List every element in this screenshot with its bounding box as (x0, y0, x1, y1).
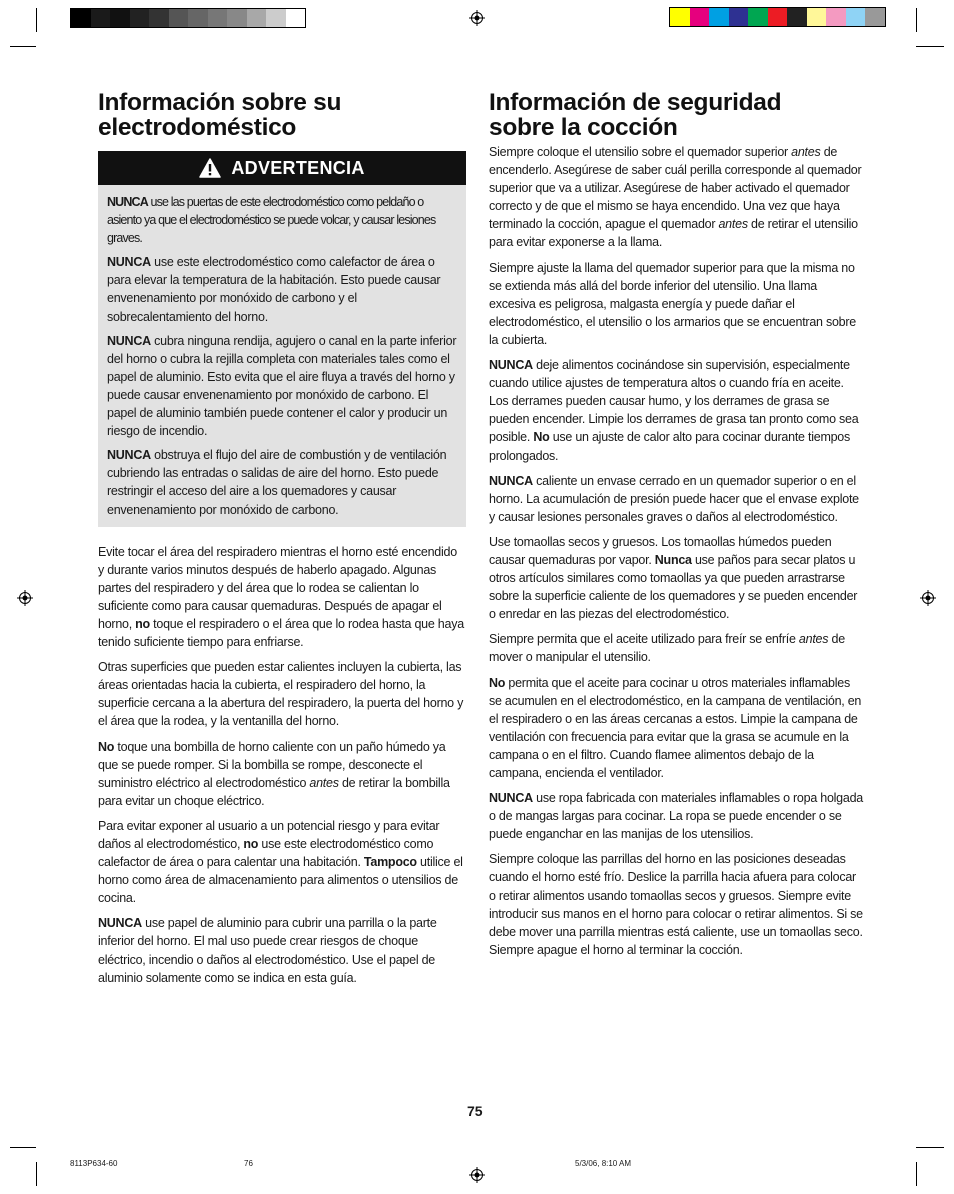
bold-run: no (135, 616, 150, 631)
text-run: de retirar el utensilio para evitar exponerse a la llama. (489, 217, 858, 250)
text-run: deje alimentos cocinándose sin supervisión, especialmente cuando utilice ajustes de temperatura altos o cuando fría en aceite. Los derrames pueden causar humo, y los derrames de grasa se pueden encender. Limpie los derrames de grasa tan pronto como sea posible. (489, 358, 859, 445)
section-title-appliance-info (98, 90, 466, 140)
warning-item (107, 446, 458, 518)
text-run: de encenderlo. Asegúrese de saber cuál perilla corresponde al quemador superior que va a utilizar. Asegúrese de haber activado el quemador correcto y de que el mismo se haya encendido. Una vez que haya terminado la cocción, apague el quemador (489, 145, 862, 232)
appliance-info-body (98, 543, 466, 987)
warning-lead: NUNCA (107, 255, 151, 270)
color-swatch (91, 9, 111, 27)
slug-sheet-number: 76 (244, 1159, 253, 1168)
color-swatch (169, 9, 189, 27)
warning-box (98, 151, 466, 527)
warning-label: ADVERTENCIA (231, 157, 365, 178)
text-run: use papel de aluminio para cubrir una parrilla o la parte inferior del horno. El mal uso puede crear riesgos de choque eléctrico, incendio o daños al electrodoméstico. Use el papel de aluminio solamente como se indica en esta guía. (98, 916, 437, 985)
warning-header (98, 151, 466, 185)
registration-mark-icon (920, 590, 936, 606)
bold-run: NUNCA (98, 916, 142, 931)
color-swatch (826, 8, 846, 26)
text-run: de retirar la bombilla para evitar un choque eléctrico. (98, 775, 450, 808)
cooking-safety-column (489, 90, 863, 966)
warning-text: obstruya el flujo del aire de combustión y de ventilación cubriendo las entradas o salidas de aire del horno. Esto puede restringir el acceso del aire a los quemadores y causar envenenamiento por monóxido de carbono. (107, 448, 447, 517)
color-swatch (670, 8, 690, 26)
title-line: sobre la cocción (489, 114, 678, 141)
color-swatch (807, 8, 827, 26)
italic-run: antes (791, 145, 821, 159)
text-run: Siempre coloque el utensilio sobre el quemador superior (489, 145, 792, 159)
text-run: de mover o manipular el utensilio. (489, 632, 845, 665)
paragraph (489, 674, 863, 783)
color-swatch (787, 8, 807, 26)
color-swatch (729, 8, 749, 26)
color-swatch (709, 8, 729, 26)
grayscale-color-bar (70, 8, 306, 28)
paragraph: Siempre ajuste la llama del quemador superior para que la misma no se extienda más allá del borde inferior del utensilio. Una llama excesiva es peligrosa, malgasta energía y puede dañar el electrodoméstico, el utensilio o los armarios que se encuentran sobre la cubierta. (489, 260, 856, 347)
color-swatch (748, 8, 768, 26)
italic-run: antes (718, 217, 748, 232)
bold-run: Nunca (654, 552, 692, 567)
color-swatch (130, 9, 150, 27)
title-line: electrodoméstico (98, 114, 297, 141)
paragraph (489, 533, 863, 623)
registration-mark-icon (469, 1167, 485, 1183)
warning-text: cubra ninguna rendija, agujero o canal en la parte inferior del horno o cubra la rejilla completa con materiales tales como el papel de aluminio. Esto evita que el aire fluya a través del horno y puede causar envenenamiento por monóxido de carbono. El papel de aluminio también puede contener el calor y producir un riesgo de incendio. (107, 333, 457, 439)
color-swatch (188, 9, 208, 27)
warning-item (107, 253, 458, 325)
bold-run: NUNCA (489, 358, 533, 373)
paragraph: Siempre coloque las parrillas del horno en las posiciones deseadas cuando el horno esté frío. Deslice la parrilla hacia afuera para colocar o retirar alimentos usando tomaollas secos y gruesos. Siempre evite introducir sus manos en el horno para colocar o retirar alimentos. Si se debe mover una parrilla mientras está caliente, use un tomaollas seco. Siempre apague el horno al terminar la cocción. (489, 852, 863, 957)
appliance-info-column (98, 90, 466, 994)
text-run: use este electrodoméstico como calefactor de área o para calentar una habitación. (98, 837, 434, 870)
text-run: Siempre permita que el aceite utilizado para freír se enfríe (489, 632, 799, 647)
color-swatch (71, 9, 91, 27)
color-swatch (266, 9, 286, 27)
color-swatch (110, 9, 130, 27)
warning-item (107, 193, 458, 247)
text-run: toque el respiradero o el área que lo rodea hasta que haya tenido suficiente tiempo para enfriarse. (98, 616, 464, 650)
warning-triangle-icon (199, 158, 221, 178)
text-run: caliente un envase cerrado en un quemador superior o en el horno. La acumulación de presión puede hacer que el envase explote y causar lesiones personales graves o daños al electrodoméstico. (489, 473, 859, 524)
paragraph (489, 472, 863, 526)
paragraph (489, 630, 863, 666)
bold-run: NUNCA (489, 791, 533, 806)
color-swatch (768, 8, 788, 26)
color-swatch (247, 9, 267, 27)
bold-run: No (533, 430, 550, 445)
bold-run: Tampoco (363, 855, 417, 870)
warning-lead: NUNCA (107, 333, 151, 348)
bold-run: No (98, 739, 115, 754)
title-line: Información de seguridad (489, 89, 782, 116)
process-color-bar (669, 7, 886, 27)
slug-job-number: 8113P634-60 (70, 1159, 118, 1168)
bold-run: No (489, 675, 506, 690)
italic-run: antes (798, 632, 829, 647)
text-run: use un ajuste de calor alto para cocinar durante tiempos prolongados. (489, 430, 851, 463)
text-run: Para evitar exponer al usuario a un potencial riesgo y para evitar daños al electrodoméstico, (98, 818, 440, 851)
warning-lead: NUNCA (107, 195, 148, 209)
paragraph (489, 143, 863, 252)
warning-item (107, 332, 458, 441)
warning-body (98, 185, 466, 527)
paragraph (98, 738, 466, 810)
registration-mark-icon (469, 10, 485, 26)
text-run: Evite tocar el área del respiradero mientras el horno esté encendido y durante varios minutos después de haberlo apagado. Algunas partes del respiradero y del área que lo rodea se calientan lo suficiente como para causar quemaduras. Después de apagar el horno, (98, 544, 457, 631)
warning-text: use este electrodoméstico como calefactor de área o para elevar la temperatura de la habitación. Esto puede causar envenenamiento por monóxido de carbono y el sobrecalentamiento del horno. (107, 255, 441, 324)
slug-date: 5/3/06, 8:10 AM (575, 1159, 632, 1168)
color-swatch (846, 8, 866, 26)
bold-run: NUNCA (489, 473, 533, 488)
registration-mark-icon (17, 590, 33, 606)
text-run: toque una bombilla de horno caliente con un paño húmedo ya que se puede romper. Si la bombilla se rompe, desconecte el suministro eléctrico al electrodoméstico (98, 739, 446, 790)
color-swatch (149, 9, 169, 27)
paragraph (98, 817, 466, 907)
section-title-cooking-safety (489, 90, 863, 140)
color-swatch (690, 8, 710, 26)
text-run: permita que el aceite para cocinar u otros materiales inflamables se acumulen en el electrodoméstico, en la campana de ventilación, en el respiradero o en las áreas cercanas a estos. Limpie la campana de ventilación con frecuencia para evitar que la grasa se acumule en la campana o en el filtro. Cuando flamee alimentos debajo de la campana, encienda el ventilador. (489, 675, 862, 780)
paragraph (489, 356, 863, 465)
color-swatch (208, 9, 228, 27)
text-run: utilice el horno como área de almacenamiento para alimentos o utensilios de cocina. (98, 855, 463, 906)
paragraph (98, 543, 466, 652)
text-run: use paños para secar platos u otros artículos similares como tomaollas ya que pueden arrastrarse sobre la superficie caliente de los quemadores y se pueden encender o enredar en las piezas del electrodoméstico. (489, 552, 858, 622)
text-run: use ropa fabricada con materiales inflamables o ropa holgada o de mangas largas para cocinar. La ropa se puede encender o se puede enganchar en las manijas de los utensilios. (489, 791, 863, 842)
warning-text: use las puertas de este electrodoméstico como peldaño o asiento ya que el electrodoméstico se puede volcar, y causar lesiones graves. (107, 195, 436, 246)
paragraph (489, 789, 863, 843)
title-line: Información sobre su (98, 89, 342, 116)
color-swatch (865, 8, 885, 26)
warning-lead: NUNCA (107, 448, 151, 463)
italic-run: antes (309, 775, 339, 790)
text-run: Use tomaollas secos y gruesos. Los tomaollas húmedos pueden causar quemaduras por vapor. (489, 534, 832, 567)
page-number: 75 (467, 1103, 483, 1119)
color-swatch (227, 9, 247, 27)
bold-run: no (243, 837, 259, 851)
paragraph: Otras superficies que pueden estar calientes incluyen la cubierta, las áreas orientadas hacia la cubierta, el respiradero del horno, la superficie cercana a la abertura del respiradero, la puerta del horno y el área que la rodea, y la ventanilla del horno. (98, 660, 464, 729)
color-swatch (286, 9, 306, 27)
paragraph (98, 914, 466, 986)
